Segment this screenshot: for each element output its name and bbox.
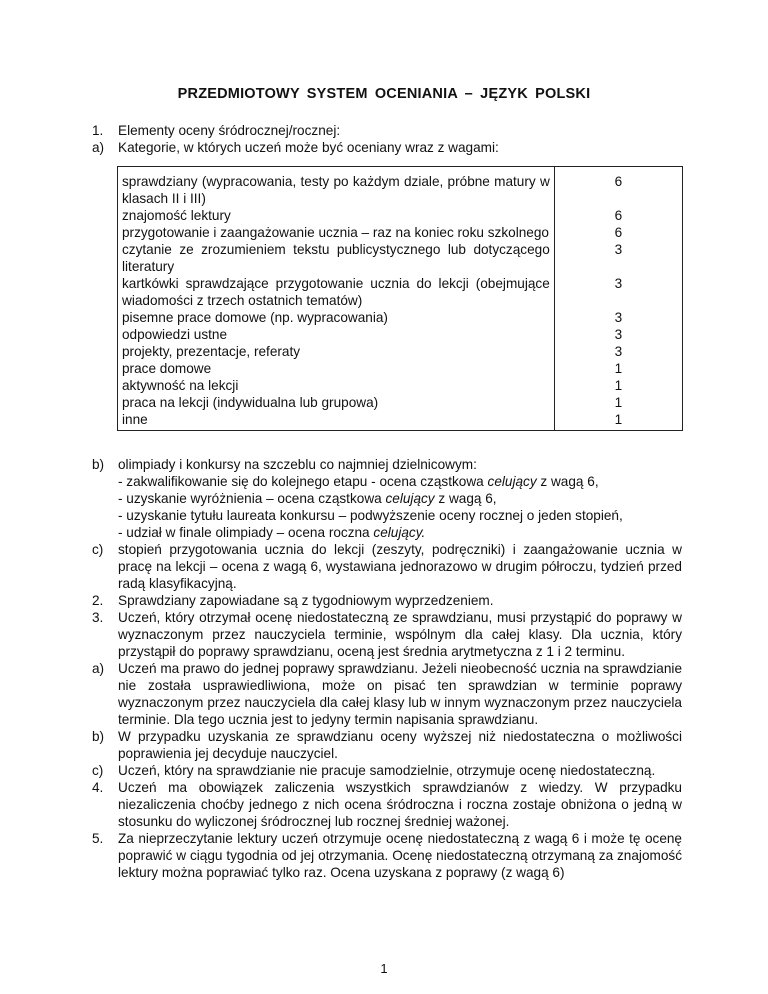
weight-cell: 6 — [554, 207, 682, 224]
category-cell: odpowiedzi ustne — [118, 326, 555, 343]
section-1b-text: olimpiady i konkursy na szczeblu co najmniej dzielnicowym: — [118, 457, 477, 472]
section-2-number: 2. — [92, 593, 104, 608]
category-cell: inne — [118, 411, 555, 431]
section-1b — [92, 456, 682, 541]
section-4-number: 4. — [92, 780, 104, 795]
section-1a-label: a) — [92, 140, 105, 155]
section-4-text: Uczeń ma obowiązek zaliczenia wszystkich sprawdzianów z wiedzy. W przypadku niezaliczenia choćby jednego z nich ocena śródroczna i roczna zostaje obniżona o jedną w stosunku do wyliczonej śródrocznej lub rocznej średniej ważonej. — [118, 780, 682, 829]
section-3b — [92, 728, 682, 762]
body-text — [92, 456, 682, 881]
weight-cell: 3 — [554, 241, 682, 275]
section-3c-text: Uczeń, który na sprawdzianie nie pracuje samodzielnie, otrzymuje ocenę niedostateczną. — [118, 763, 656, 778]
category-cell: czytanie ze zrozumieniem tekstu publicystycznego lub dotyczącego literatury — [118, 241, 555, 275]
section-1c-label: c) — [92, 542, 104, 557]
category-cell: aktywność na lekcji — [118, 377, 555, 394]
section-1b-label: b) — [92, 457, 105, 472]
section-1-number: 1. — [92, 123, 104, 138]
table-row — [118, 167, 683, 208]
table-row — [118, 343, 683, 360]
weight-cell: 1 — [554, 394, 682, 411]
category-cell: prace domowe — [118, 360, 555, 377]
section-3a — [92, 660, 682, 728]
section-3b-label: b) — [92, 729, 105, 744]
table-row — [118, 411, 683, 431]
category-cell: znajomość lektury — [118, 207, 555, 224]
page-title: PRZEDMIOTOWY SYSTEM OCENIANIA – JĘZYK POLSKI — [177, 86, 591, 102]
table-row — [118, 394, 683, 411]
weight-cell: 3 — [554, 309, 682, 326]
weight-cell: 1 — [554, 377, 682, 394]
table-row — [118, 360, 683, 377]
section-1a — [92, 139, 682, 156]
section-3b-text: W przypadku uzyskania ze sprawdzianu oceny wyższej niż niedostateczna o możliwości poprawienia jej decyduje nauczyciel. — [118, 729, 682, 761]
section-3-number: 3. — [92, 610, 104, 625]
section-1b-line-1: - zakwalifikowanie się do kolejnego etapu - ocena cząstkowa celujący z wagą 6, — [118, 474, 599, 489]
section-5-text: Za nieprzeczytanie lektury uczeń otrzymuje ocenę niedostateczną z wagą 6 i może tę ocenę poprawić w ciągu tygodnia od jej otrzymania. Ocenę niedostateczną otrzymaną za znajomość lektury można poprawiać tylko raz. Ocena uzyskana z poprawy (z wagą 6) — [118, 831, 682, 880]
table-row — [118, 207, 683, 224]
table-row — [118, 377, 683, 394]
category-cell: przygotowanie i zaangażowanie ucznia – raz na koniec roku szkolnego — [118, 224, 555, 241]
section-1-text: Elementy oceny śródrocznej/rocznej: — [118, 123, 341, 138]
weight-cell: 6 — [554, 224, 682, 241]
weight-cell: 1 — [554, 360, 682, 377]
category-cell: projekty, prezentacje, referaty — [118, 343, 555, 360]
table-row — [118, 224, 683, 241]
category-cell: sprawdziany (wypracowania, testy po każdym dziale, próbne matury w klasach II i III) — [118, 167, 555, 208]
section-1 — [92, 122, 682, 139]
section-3 — [92, 609, 682, 660]
section-5 — [92, 830, 682, 881]
section-3a-label: a) — [92, 661, 105, 676]
weight-cell: 1 — [554, 411, 682, 431]
section-2-text: Sprawdziany zapowiadane są z tygodniowym wyprzedzeniem. — [118, 593, 494, 608]
section-2 — [92, 592, 682, 609]
weight-cell: 3 — [554, 275, 682, 309]
intro — [92, 122, 682, 156]
section-3-text: Uczeń, który otrzymał ocenę niedostateczną ze sprawdzianu, musi przystąpić do poprawy w wyznaczonym przez nauczyciela terminie, wspólnym dla całej klasy. Dla ucznia, który przystąpił do poprawy sprawdzianu, oceną jest średnia arytmetyczna z 1 i 2 terminu. — [118, 610, 682, 659]
table-row — [118, 275, 683, 309]
table-row — [118, 241, 683, 275]
section-4 — [92, 779, 682, 830]
weight-cell: 6 — [554, 167, 682, 208]
table-row — [118, 309, 683, 326]
category-cell: kartkówki sprawdzające przygotowanie ucznia do lekcji (obejmujące wiadomości z trzech ostatnich tematów) — [118, 275, 555, 309]
category-cell: praca na lekcji (indywidualna lub grupowa) — [118, 394, 555, 411]
section-3c-label: c) — [92, 763, 104, 778]
section-1b-line-2: - uzyskanie wyróżnienia – ocena cząstkowa celujący z wagą 6, — [118, 491, 497, 506]
weight-cell: 3 — [554, 343, 682, 360]
weight-cell: 3 — [554, 326, 682, 343]
section-1c — [92, 541, 682, 592]
page-number: 1 — [380, 961, 388, 976]
section-1b-line-3: - uzyskanie tytułu laureata konkursu – podwyższenie oceny rocznej o jeden stopień, — [118, 508, 623, 523]
weights-table — [117, 166, 683, 431]
section-3c — [92, 762, 682, 779]
section-3a-text: Uczeń ma prawo do jednej poprawy sprawdzianu. Jeżeli nieobecność ucznia na sprawdzianie nie została usprawiedliwiona, może on pisać ten sprawdzian w terminie poprawy wyznaczonym przez nauczyciela dla całej klasy lub w innym wyznaczonym przez nauczyciela terminie. Dla tego ucznia jest to jedyny termin napisania sprawdzianu. — [118, 661, 682, 727]
section-1b-line-4: - udział w finale olimpiady – ocena roczna celujący. — [118, 525, 426, 540]
category-cell: pisemne prace domowe (np. wypracowania) — [118, 309, 555, 326]
section-1c-text: stopień przygotowania ucznia do lekcji (zeszyty, podręczniki) i zaangażowanie ucznia w pracę na lekcji – ocena z wagą 6, wystawiana jednorazowo w drugim półroczu, tydzień przed radą klasyfikacyjną. — [118, 542, 682, 591]
table-row — [118, 326, 683, 343]
section-1a-text: Kategorie, w których uczeń może być oceniany wraz z wagami: — [118, 140, 499, 155]
section-5-number: 5. — [92, 831, 104, 846]
